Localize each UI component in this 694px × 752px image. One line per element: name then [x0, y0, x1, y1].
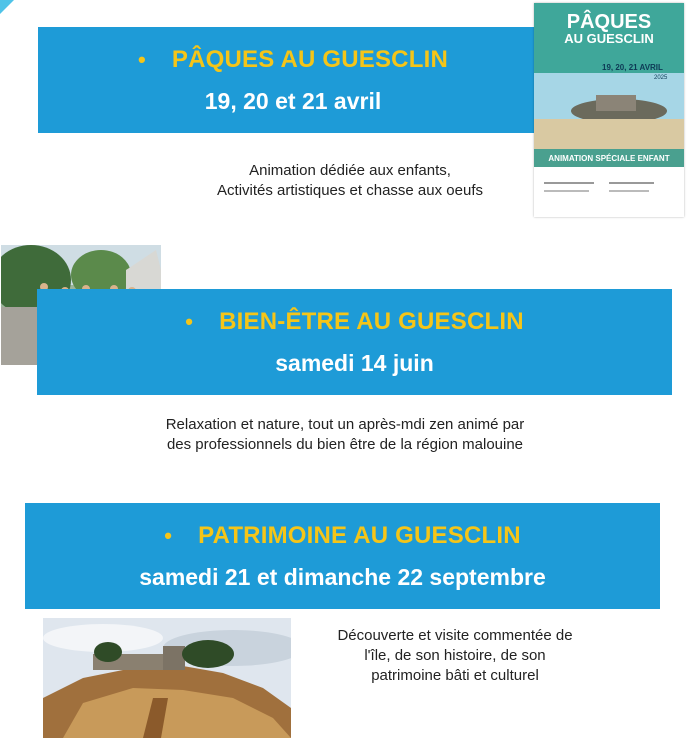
- poster-year: 2025: [654, 75, 668, 81]
- event-description: Relaxation et nature, tout un après-mdi zen animé par des professionnels du bien être de la région malouine: [165, 416, 525, 453]
- event-date: samedi 21 et dimanche 22 septembre: [139, 563, 546, 590]
- poster-title-2: AU GUESCLIN: [564, 31, 654, 46]
- paques-poster-image: [534, 3, 684, 217]
- event-band-patrimoine: [25, 503, 660, 609]
- poster-dates: 19, 20, 21 AVRIL: [602, 63, 663, 72]
- bullet-icon: •: [185, 308, 194, 334]
- event-title: • PÂQUES AU GUESCLIN: [138, 45, 448, 73]
- event-band-paques: [38, 27, 548, 133]
- event-date: 19, 20 et 21 avril: [204, 87, 382, 114]
- event-title: • BIEN-ÊTRE AU GUESCLIN: [185, 307, 524, 335]
- poster-title-1: PÂQUES: [566, 11, 652, 33]
- event-date: samedi 14 juin: [275, 349, 434, 376]
- event-description: Découverte et visite commentée de l'île, de son histoire, de son patrimoine bâti et culturel: [337, 627, 573, 684]
- bullet-icon: •: [138, 46, 146, 72]
- event-band-bien-etre: [37, 289, 672, 395]
- event-description: Animation dédiée aux enfants, Activités artistiques et chasse aux oeufs: [217, 162, 483, 199]
- bullet-icon: •: [164, 522, 173, 548]
- corner-decoration: [0, 0, 14, 14]
- event-title: • PATRIMOINE AU GUESCLIN: [164, 521, 521, 549]
- patrimoine-photo: [43, 618, 291, 738]
- poster-banner: ANIMATION SPÉCIALE ENFANT: [548, 154, 670, 163]
